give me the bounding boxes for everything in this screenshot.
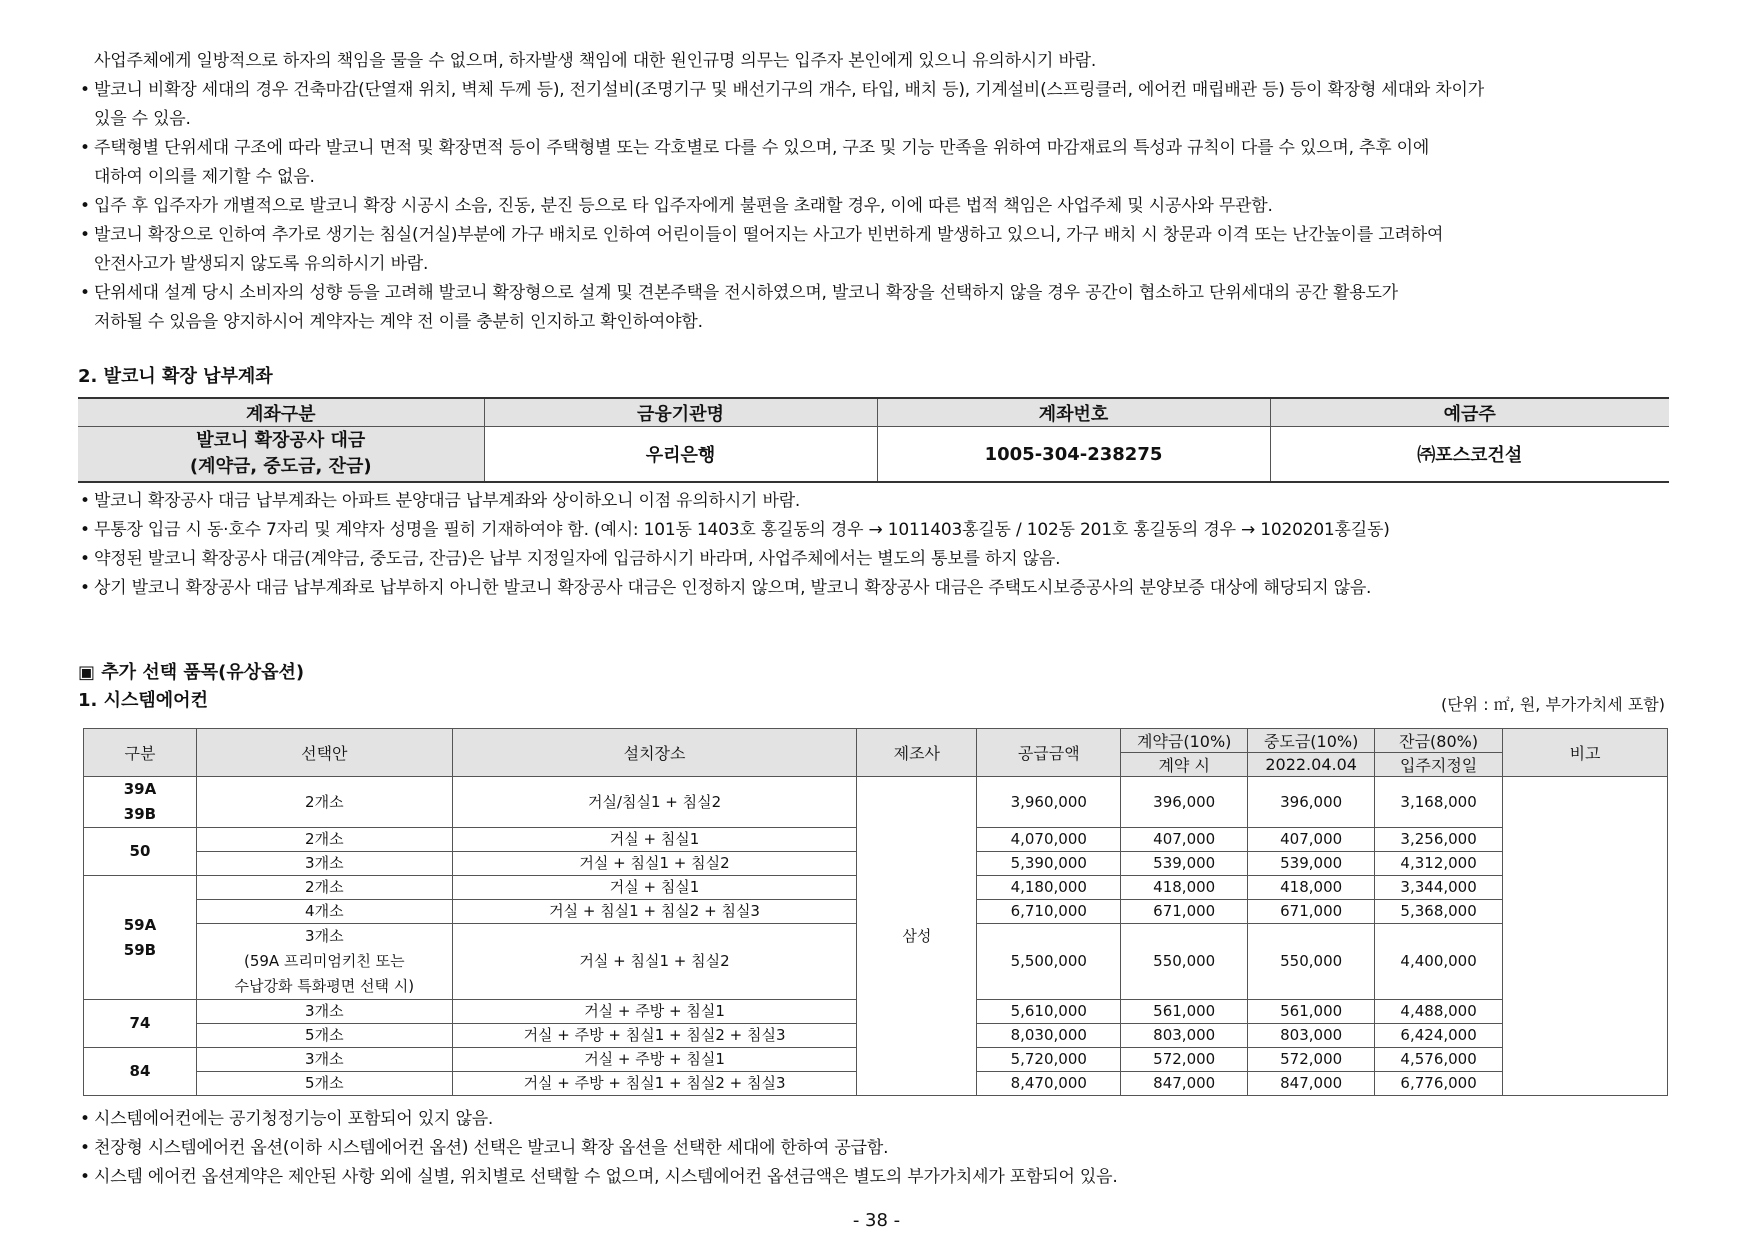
note-item: • 입주 후 입주자가 개별적으로 발코니 확장 시공시 소음, 진동, 분진 등으로 타 입주자에게 불편을 초래할 경우, 이에 따른 법적 책임은 사업주체 및 시공사와 무관함. <box>80 192 1700 221</box>
note-item: • 발코니 비확장 세대의 경우 건축마감(단열재 위치, 벽체 두께 등), 전기설비(조명기구 및 배선기구의 개수, 타입, 배치 등), 기계설비(스프링클러, 에어컨 매립배관 등) 등이 확장형 세대와 차이가 있을 수 있음. <box>80 76 1700 134</box>
contract-cell: 561,000 <box>1121 1000 1248 1024</box>
middle-cell: 418,000 <box>1248 876 1375 900</box>
note-cell <box>1503 777 1668 1096</box>
contract-cell: 396,000 <box>1121 777 1248 828</box>
header-type: 구분 <box>84 729 197 777</box>
middle-cell: 671,000 <box>1248 900 1375 924</box>
supply-cell: 6,710,000 <box>977 900 1121 924</box>
location-cell: 거실 + 침실1 + 침실2 <box>452 852 857 876</box>
note-item: • 시스템에어컨에는 공기청정기능이 포함되어 있지 않음. <box>80 1105 1700 1134</box>
header-contract: 계약금(10%) <box>1121 729 1248 753</box>
supply-cell: 3,960,000 <box>977 777 1121 828</box>
contract-cell: 847,000 <box>1121 1072 1248 1096</box>
header-maker: 제조사 <box>857 729 977 777</box>
choice-cell: 2개소 <box>196 777 452 828</box>
note-item: • 상기 발코니 확장공사 대금 납부계좌로 납부하지 아니한 발코니 확장공사 대금은 인정하지 않으며, 발코니 확장공사 대금은 주택도시보증공사의 분양보증 대상에 해당되지 않음. <box>80 574 1700 603</box>
supply-cell: 8,470,000 <box>977 1072 1121 1096</box>
middle-cell: 539,000 <box>1248 852 1375 876</box>
contract-cell: 418,000 <box>1121 876 1248 900</box>
note-item: • 발코니 확장으로 인하여 추가로 생기는 침실(거실)부분에 가구 배치로 인하여 어린이들이 떨어지는 사고가 빈번하게 발생하고 있으니, 가구 배치 시 창문과 이격 또는 난간높이를 고려하여 안전사고가 발생되지 않도록 유의하시기 바람. <box>80 221 1700 279</box>
aircon-notes <box>80 1105 1700 1192</box>
aircon-subtitle: 1. 시스템에어컨 <box>78 690 208 711</box>
options-title: ▣ 추가 선택 품목(유상옵션) <box>78 662 305 683</box>
contract-cell: 539,000 <box>1121 852 1248 876</box>
choice-cell: 3개소 (59A 프리미엄키친 또는 수납강화 특화평면 선택 시) <box>196 924 452 1000</box>
balance-cell: 4,488,000 <box>1375 1000 1503 1024</box>
choice-cell: 4개소 <box>196 900 452 924</box>
middle-cell: 407,000 <box>1248 828 1375 852</box>
holder-cell: ㈜포스코건설 <box>1270 427 1669 483</box>
middle-cell: 396,000 <box>1248 777 1375 828</box>
choice-cell: 3개소 <box>196 852 452 876</box>
supply-cell: 4,070,000 <box>977 828 1121 852</box>
top-notes <box>80 47 1700 337</box>
account-number-cell: 1005-304-238275 <box>877 427 1270 483</box>
type-cell: 74 <box>84 1000 197 1048</box>
maker-cell: 삼성 <box>857 777 977 1096</box>
header-account-number: 계좌번호 <box>877 398 1270 427</box>
balance-cell: 6,424,000 <box>1375 1024 1503 1048</box>
contract-cell: 671,000 <box>1121 900 1248 924</box>
supply-cell: 5,610,000 <box>977 1000 1121 1024</box>
balance-cell: 3,168,000 <box>1375 777 1503 828</box>
header-balance: 잔금(80%) <box>1375 729 1503 753</box>
supply-cell: 5,500,000 <box>977 924 1121 1000</box>
choice-cell: 5개소 <box>196 1024 452 1048</box>
table-row <box>84 777 1668 828</box>
note-item: 사업주체에게 일방적으로 하자의 책임을 물을 수 없으며, 하자발생 책임에 대한 원인규명 의무는 입주자 본인에게 있으니 유의하시기 바람. <box>94 51 1097 71</box>
balance-cell: 3,344,000 <box>1375 876 1503 900</box>
middle-cell: 572,000 <box>1248 1048 1375 1072</box>
location-cell: 거실 + 침실1 <box>452 828 857 852</box>
header-holder: 예금주 <box>1270 398 1669 427</box>
balance-cell: 6,776,000 <box>1375 1072 1503 1096</box>
note-item: • 시스템 에어컨 옵션계약은 제안된 사항 외에 실별, 위치별로 선택할 수 없으며, 시스템에어컨 옵션금액은 별도의 부가가치세가 포함되어 있음. <box>80 1163 1700 1192</box>
header-account-type: 계좌구분 <box>78 398 484 427</box>
header-contract-sub: 계약 시 <box>1121 753 1248 777</box>
note-item: • 발코니 확장공사 대금 납부계좌는 아파트 분양대금 납부계좌와 상이하오니 이점 유의하시기 바람. <box>80 487 1700 516</box>
location-cell: 거실 + 주방 + 침실1 + 침실2 + 침실3 <box>452 1072 857 1096</box>
supply-cell: 8,030,000 <box>977 1024 1121 1048</box>
type-cell: 59A 59B <box>84 876 197 1000</box>
bank-cell: 우리은행 <box>484 427 877 483</box>
middle-cell: 561,000 <box>1248 1000 1375 1024</box>
middle-cell: 550,000 <box>1248 924 1375 1000</box>
supply-cell: 5,390,000 <box>977 852 1121 876</box>
page-number: - 38 - <box>852 1210 901 1231</box>
header-bank: 금융기관명 <box>484 398 877 427</box>
contract-cell: 407,000 <box>1121 828 1248 852</box>
choice-cell: 3개소 <box>196 1048 452 1072</box>
type-cell: 39A 39B <box>84 777 197 828</box>
note-item: • 약정된 발코니 확장공사 대금(계약금, 중도금, 잔금)은 납부 지정일자에 입금하시기 바라며, 사업주체에서는 별도의 통보를 하지 않음. <box>80 545 1700 574</box>
middle-cell: 847,000 <box>1248 1072 1375 1096</box>
location-cell: 거실 + 주방 + 침실1 + 침실2 + 침실3 <box>452 1024 857 1048</box>
header-middle-sub: 2022.04.04 <box>1248 753 1375 777</box>
balance-cell: 4,576,000 <box>1375 1048 1503 1072</box>
location-cell: 거실 + 침실1 + 침실2 + 침실3 <box>452 900 857 924</box>
header-middle: 중도금(10%) <box>1248 729 1375 753</box>
section-title-account: 2. 발코니 확장 납부계좌 <box>78 366 273 387</box>
supply-cell: 4,180,000 <box>977 876 1121 900</box>
header-note: 비고 <box>1503 729 1668 777</box>
header-choice: 선택안 <box>196 729 452 777</box>
middle-cell: 803,000 <box>1248 1024 1375 1048</box>
balance-cell: 4,400,000 <box>1375 924 1503 1000</box>
type-cell: 50 <box>84 828 197 876</box>
header-balance-sub: 입주지정일 <box>1375 753 1503 777</box>
note-item: • 무통장 입금 시 동·호수 7자리 및 계약자 성명을 필히 기재하여야 함. (예시: 101동 1403호 홍길동의 경우 → 1011403홍길동 / 102동 201호 홍길동의 경우 → 1020201홍길동) <box>80 516 1700 545</box>
unit-note: (단위 : ㎡, 원, 부가가치세 포함) <box>1440 695 1665 714</box>
header-supply: 공급금액 <box>977 729 1121 777</box>
contract-cell: 803,000 <box>1121 1024 1248 1048</box>
aircon-option-table <box>83 728 1668 1096</box>
balance-cell: 5,368,000 <box>1375 900 1503 924</box>
header-location: 설치장소 <box>452 729 857 777</box>
account-notes <box>80 487 1700 603</box>
note-item: • 천장형 시스템에어컨 옵션(이하 시스템에어컨 옵션) 선택은 발코니 확장 옵션을 선택한 세대에 한하여 공급함. <box>80 1134 1700 1163</box>
balance-cell: 3,256,000 <box>1375 828 1503 852</box>
choice-cell: 2개소 <box>196 828 452 852</box>
location-cell: 거실 + 주방 + 침실1 <box>452 1000 857 1024</box>
location-cell: 거실 + 침실1 <box>452 876 857 900</box>
account-table <box>78 397 1669 483</box>
choice-cell: 5개소 <box>196 1072 452 1096</box>
type-cell: 84 <box>84 1048 197 1096</box>
choice-cell: 2개소 <box>196 876 452 900</box>
note-item: • 주택형별 단위세대 구조에 따라 발코니 면적 및 확장면적 등이 주택형별 또는 각호별로 다를 수 있으며, 구조 및 기능 만족을 위하여 마감재료의 특성과 규칙이 다를 수 있으며, 추후 이에 대하여 이의를 제기할 수 없음. <box>80 134 1700 192</box>
location-cell: 거실 + 침실1 + 침실2 <box>452 924 857 1000</box>
contract-cell: 550,000 <box>1121 924 1248 1000</box>
account-type-cell: 발코니 확장공사 대금 (계약금, 중도금, 잔금) <box>78 427 484 483</box>
location-cell: 거실/침실1 + 침실2 <box>452 777 857 828</box>
note-item: • 단위세대 설계 당시 소비자의 성향 등을 고려해 발코니 확장형으로 설계 및 견본주택을 전시하였으며, 발코니 확장을 선택하지 않을 경우 공간이 협소하고 단위세대의 공간 활용도가 저하될 수 있음을 양지하시어 계약자는 계약 전 이를 충분히 인지하고 확인하여야함. <box>80 279 1700 337</box>
contract-cell: 572,000 <box>1121 1048 1248 1072</box>
choice-cell: 3개소 <box>196 1000 452 1024</box>
location-cell: 거실 + 주방 + 침실1 <box>452 1048 857 1072</box>
supply-cell: 5,720,000 <box>977 1048 1121 1072</box>
balance-cell: 4,312,000 <box>1375 852 1503 876</box>
